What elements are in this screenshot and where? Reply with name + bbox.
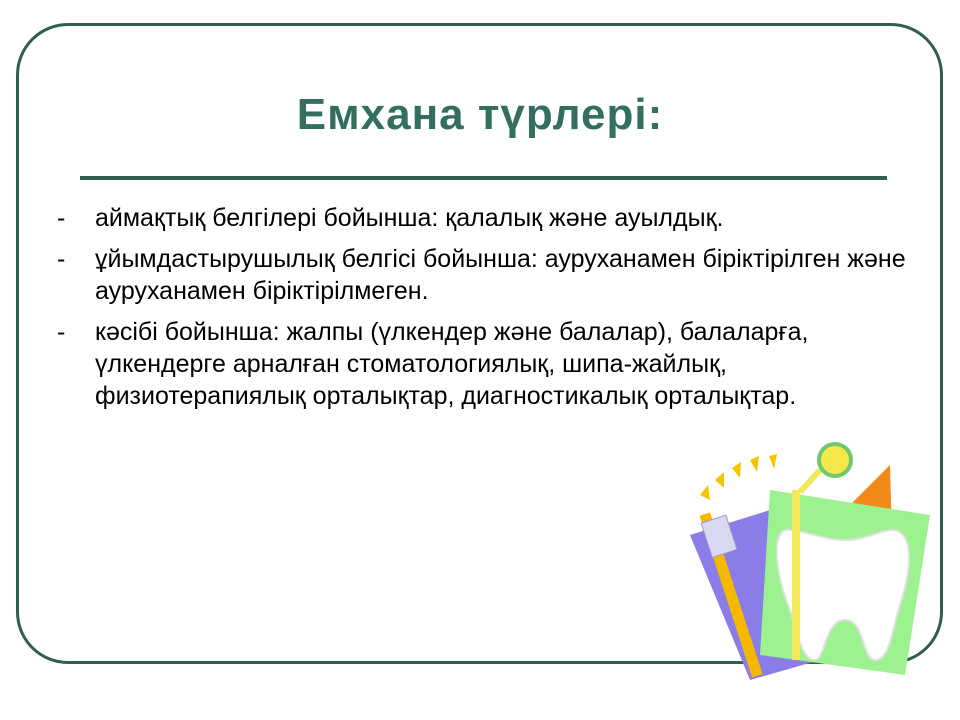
title-underline	[80, 176, 887, 180]
list-item	[57, 202, 937, 234]
list-item	[57, 243, 937, 307]
list-item	[57, 316, 937, 412]
list-item-text: аймақтық белгілері бойынша: қалалық және ауылдық.	[95, 204, 724, 232]
bullet-dash: -	[57, 245, 66, 273]
list-item-text: ұйымдастырушылық белгісі бойынша: ауруханамен біріктірілген және ауруханамен біріктірілмеген.	[95, 245, 906, 305]
sun-rays	[700, 454, 777, 500]
bullet-dash: -	[57, 318, 66, 346]
dental-clipart-icon	[680, 440, 940, 680]
mirror-handle	[792, 490, 800, 660]
slide-body	[57, 202, 937, 421]
list-item-text: кәсібі бойынша: жалпы (үлкендер және балалар), балаларға, үлкендерге арналған стоматологиялық, шипа-жайлық, физиотерапиялық орталықтар, диагностикалық орталықтар.	[95, 318, 809, 410]
slide-title: Емхана түрлері:	[296, 90, 664, 139]
bullet-dash: -	[57, 204, 66, 232]
dental-mirror-icon	[819, 444, 851, 476]
